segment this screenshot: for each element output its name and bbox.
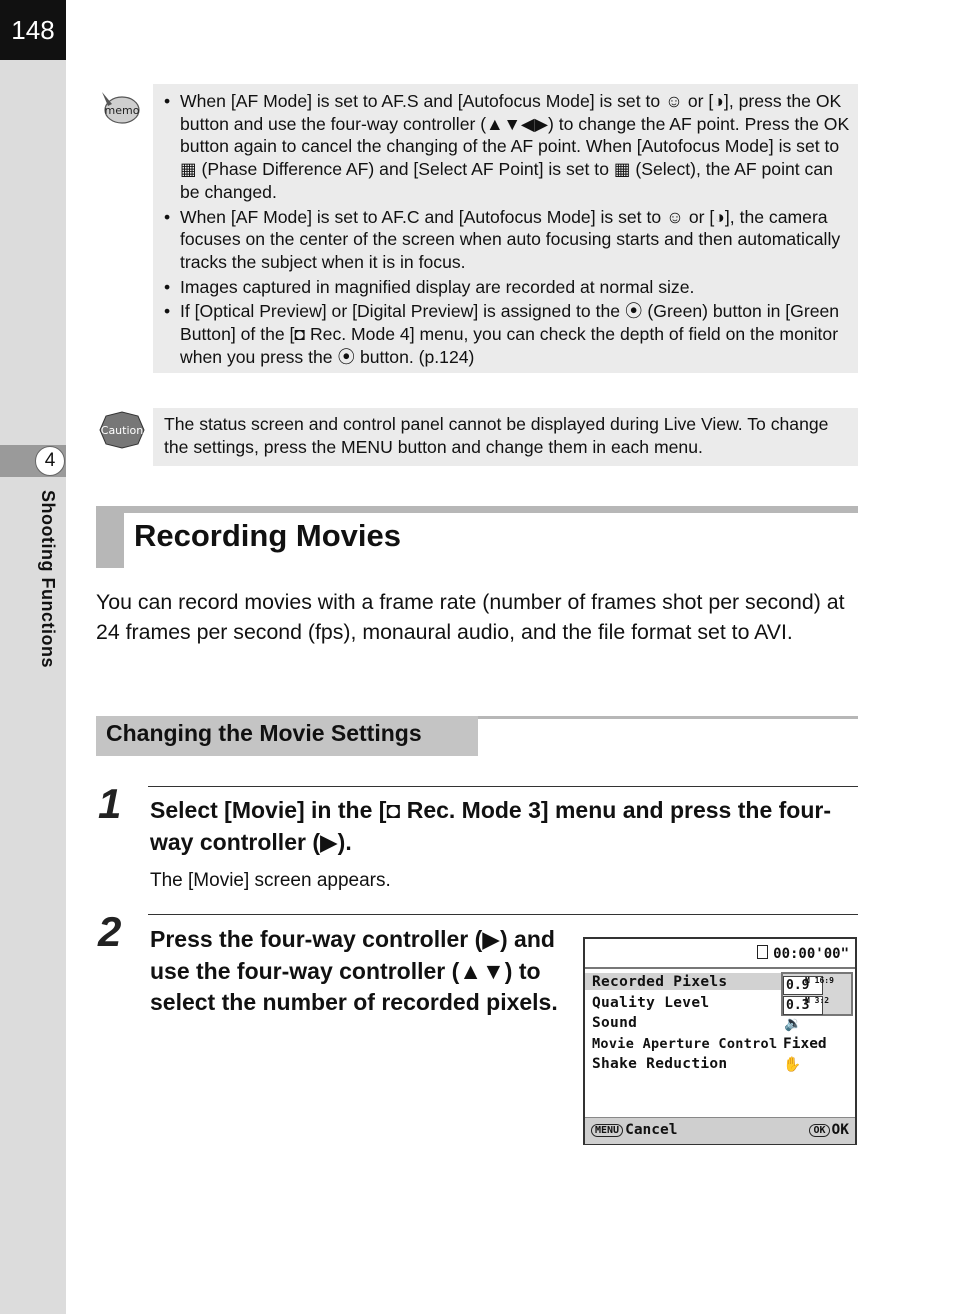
step-number: 2 <box>98 908 122 955</box>
aperture-value: Fixed <box>783 1036 827 1052</box>
page-number: 148 <box>0 0 66 60</box>
caution-icon <box>98 410 146 450</box>
recording-time: 00:00'00" <box>757 945 849 962</box>
svg-text:memo: memo <box>104 104 140 117</box>
menu-row-label: Movie Aperture Control <box>592 1036 778 1052</box>
memo-item: • When [AF Mode] is set to AF.S and [Autofocus Mode] is set to ☺ or [◑], press the OK button and use the four-way controller (▲▼◀▶) to change the AF point. Press the OK button again to cancel the changing of the AF point. When [Autofocus Mode] is set to ▦ (Phase Difference AF) and [Select AF Point] is set to ▦ (Select), the AF point can be changed. <box>180 90 850 204</box>
section-intro: You can record movies with a frame rate (number of frames shot per second) at 24 frames per second (fps), monaural audio, and the file format set to AVI. <box>96 590 845 644</box>
ok-hint: OK OK <box>809 1122 849 1138</box>
memo-icon <box>98 88 142 128</box>
chapter-title <box>34 490 64 690</box>
subsection-title: Changing the Movie Settings <box>106 720 422 746</box>
sound-icon: 🔉 <box>784 1016 803 1032</box>
menu-row-label: Sound <box>592 1015 638 1031</box>
section-heading <box>96 506 858 568</box>
memo-box <box>153 84 858 373</box>
sd-card-icon <box>757 945 768 959</box>
svg-text:Caution: Caution <box>100 424 144 437</box>
memo-item: • If [Optical Preview] or [Digital Preview] is assigned to the ⦿ (Green) button in [Green Button] of the [◘ Rec. Mode 4] menu, you can check the depth of field on the monitor when you press the ⦿ button. (p.124) <box>180 300 850 368</box>
chapter-title-text: Shooting Functions <box>38 490 58 668</box>
subsection-heading <box>96 716 858 756</box>
shake-reduction-icon: ✋ <box>783 1057 802 1073</box>
chapter-number: 4 <box>35 446 65 476</box>
quality-level-value: 0.3 <box>783 996 823 1015</box>
step-divider <box>148 786 858 787</box>
menu-row-label: Shake Reduction <box>592 1056 728 1072</box>
step-title: Select [Movie] in the [◘ Rec. Mode 3] menu and press the four-way controller (▶). <box>150 797 831 855</box>
menu-row-label: Quality Level <box>592 995 710 1011</box>
step-title: Press the four-way controller (▶) and use the four-way controller (▲▼) to select the number of recorded pixels. <box>150 926 558 1015</box>
menu-row-label: Recorded Pixels <box>592 974 728 990</box>
screen-footer <box>585 1117 855 1144</box>
step-number: 1 <box>98 780 122 827</box>
ok-button-icon: OK <box>809 1124 829 1137</box>
caution-text: The status screen and control panel cannot be displayed during Live View. To change the settings, press the MENU button and change them in each menu. <box>164 414 829 457</box>
step-note: The [Movie] screen appears. <box>150 870 391 891</box>
caution-box <box>153 408 858 466</box>
camera-movie-screen <box>583 937 857 1145</box>
menu-button-icon: MENU <box>591 1124 623 1137</box>
memo-item: • When [AF Mode] is set to AF.C and [Autofocus Mode] is set to ☺ or [◑], the camera focuses on the center of the screen when auto focusing starts and then automatically tracks the subject when it is in focus. <box>180 206 850 274</box>
section-title: Recording Movies <box>134 518 401 553</box>
value-selector: 0.9 M 16:9 0.3 M 3:2 <box>781 972 853 1016</box>
recorded-pixels-value: 0.9 <box>783 976 823 995</box>
memo-item: • Images captured in magnified display are recorded at normal size. <box>180 276 850 299</box>
cancel-hint: MENU Cancel <box>591 1122 677 1138</box>
step-divider <box>148 914 858 915</box>
